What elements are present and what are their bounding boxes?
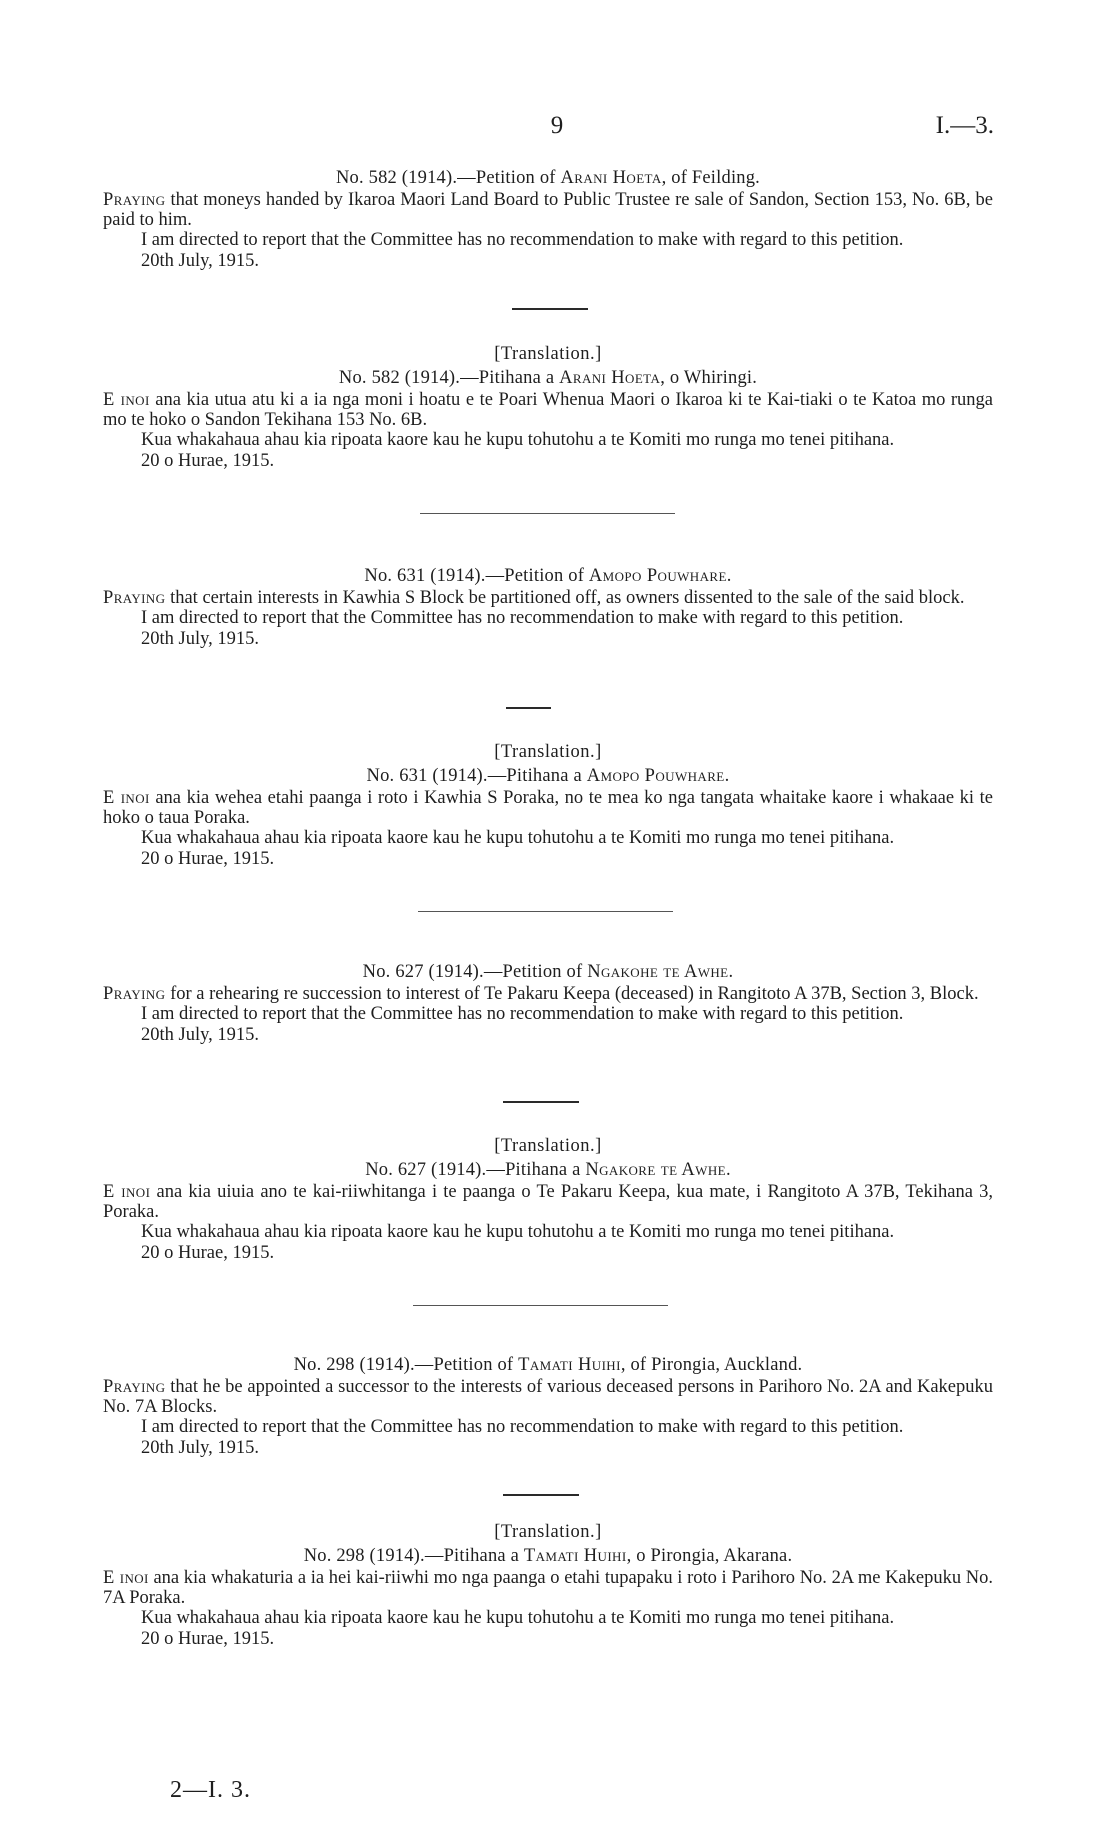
petition-582-translation [103, 344, 993, 471]
report-paragraph: I am directed to report that the Committee has no recommendation to make with regard to this petition. [141, 1004, 904, 1024]
report-paragraph: Kua whakahaua ahau kia ripoata kaore kau he kupu tohutohu a te Komiti mo runga mo tenei pitihana. [141, 828, 895, 848]
translation-label: [Translation.] [494, 344, 602, 364]
petitioner-name: Ngakohe te Awhe [587, 962, 729, 982]
translation-label: [Translation.] [494, 1522, 602, 1542]
report-paragraph: Kua whakahaua ahau kia ripoata kaore kau he kupu tohutohu a te Komiti mo runga mo tenei pitihana. [141, 430, 895, 450]
report-paragraph: I am directed to report that the Committee has no recommendation to make with regard to this petition. [141, 608, 904, 628]
petition-date: 20 o Hurae, 1915. [141, 451, 275, 471]
section-divider [418, 911, 673, 912]
petitioner-name: Amopo Pouwhare [586, 766, 725, 786]
petition-title: No. 631 (1914).—Petition of Amopo Pouwhare. [364, 566, 732, 586]
petition-date: 20th July, 1915. [141, 629, 260, 649]
prayer-paragraph: E inoi ana kia uiuia ano te kai-riiwhitanga i te paanga o Te Pakaru Keepa, kua mate, i Rangitoto A 37B, Tekihana 3, Poraka. [103, 1182, 993, 1222]
petition-date: 20th July, 1915. [141, 1025, 260, 1045]
section-divider [420, 513, 675, 514]
prayer-paragraph: Praying that he be appointed a successor to the interests of various deceased persons in Parihoro No. 2A and Kakepuku No. 7A Blocks. [103, 1377, 993, 1417]
section-divider [506, 707, 551, 709]
prayer-paragraph: E inoi ana kia utua atu ki a ia nga moni i hoatu e te Poari Whenua Maori o Ikaroa ki te Kai-tiaki o te Katoa mo runga mo te hoko o Sandon Tekihana 153 No. 6B. [103, 390, 994, 430]
section-divider [413, 1305, 668, 1306]
document-reference: I.—3. [935, 112, 994, 139]
petition-627-translation [103, 1136, 993, 1263]
petition-date: 20 o Hurae, 1915. [141, 1629, 275, 1649]
report-paragraph: I am directed to report that the Committee has no recommendation to make with regard to this petition. [141, 1417, 904, 1437]
section-divider [503, 1494, 579, 1496]
petition-title: No. 627 (1914).—Petition of Ngakohe te Awhe. [362, 962, 734, 982]
petitioner-name: Arani Hoeta [560, 168, 662, 188]
prayer-paragraph: Praying that certain interests in Kawhia S Block be partitioned off, as owners dissented to the sale of the said block. [103, 588, 965, 608]
petition-date: 20 o Hurae, 1915. [141, 1243, 275, 1263]
prayer-paragraph: E inoi ana kia whakaturia a ia hei kai-riiwhi mo nga paanga o etahi tupapaku i roto i Parihoro No. 2A me Kakepuku No. 7A Poraka. [103, 1568, 993, 1608]
petitioner-name: Tamati Huihi [518, 1355, 621, 1375]
petition-582-english [103, 168, 993, 271]
petition-title: No. 627 (1914).—Pitihana a Ngakore te Awhe. [365, 1160, 731, 1180]
petition-631-translation [103, 742, 993, 869]
page-number: 9 [550, 112, 564, 139]
petition-date: 20 o Hurae, 1915. [141, 849, 275, 869]
report-paragraph: Kua whakahaua ahau kia ripoata kaore kau he kupu tohutohu a te Komiti mo runga mo tenei pitihana. [141, 1222, 895, 1242]
report-paragraph: Kua whakahaua ahau kia ripoata kaore kau he kupu tohutohu a te Komiti mo runga mo tenei pitihana. [141, 1608, 895, 1628]
signature-mark: 2—I. 3. [170, 1777, 251, 1803]
section-divider [512, 308, 588, 310]
section-divider [503, 1101, 579, 1103]
translation-label: [Translation.] [494, 1136, 602, 1156]
petition-298-english [103, 1355, 993, 1458]
petitioner-name: Tamati Huihi [523, 1546, 627, 1566]
petitioner-name: Amopo Pouwhare [588, 566, 727, 586]
petition-title: No. 298 (1914).—Pitihana a Tamati Huihi, o Pirongia, Akarana. [303, 1546, 793, 1566]
prayer-paragraph: E inoi ana kia wehea etahi paanga i roto i Kawhia S Poraka, no te mea ko nga tangata whaitake kaore i whakaae ki te hoko o taua Poraka. [103, 788, 994, 828]
petition-title: No. 298 (1914).—Petition of Tamati Huihi, of Pirongia, Auckland. [293, 1355, 803, 1375]
petition-title: No. 582 (1914).—Petition of Arani Hoeta, of Feilding. [335, 168, 761, 188]
prayer-paragraph: Praying that moneys handed by Ikaroa Maori Land Board to Public Trustee re sale of Sandon, Section 153, No. 6B, be paid to him. [103, 190, 994, 230]
translation-label: [Translation.] [494, 742, 602, 762]
petition-title: No. 631 (1914).—Pitihana a Amopo Pouwhare. [366, 766, 730, 786]
petition-627-english [103, 962, 993, 1045]
petition-date: 20th July, 1915. [141, 1438, 260, 1458]
petitioner-name: Arani Hoeta [559, 368, 661, 388]
report-paragraph: I am directed to report that the Committee has no recommendation to make with regard to this petition. [141, 230, 904, 250]
prayer-paragraph: Praying for a rehearing re succession to interest of Te Pakaru Keepa (deceased) in Rangitoto A 37B, Section 3, Block. [103, 984, 979, 1004]
petition-298-translation [103, 1522, 993, 1649]
petition-date: 20th July, 1915. [141, 251, 260, 271]
petitioner-name: Ngakore te Awhe [585, 1160, 726, 1180]
petition-631-english [103, 566, 993, 649]
petition-title: No. 582 (1914).—Pitihana a Arani Hoeta, o Whiringi. [338, 368, 758, 388]
